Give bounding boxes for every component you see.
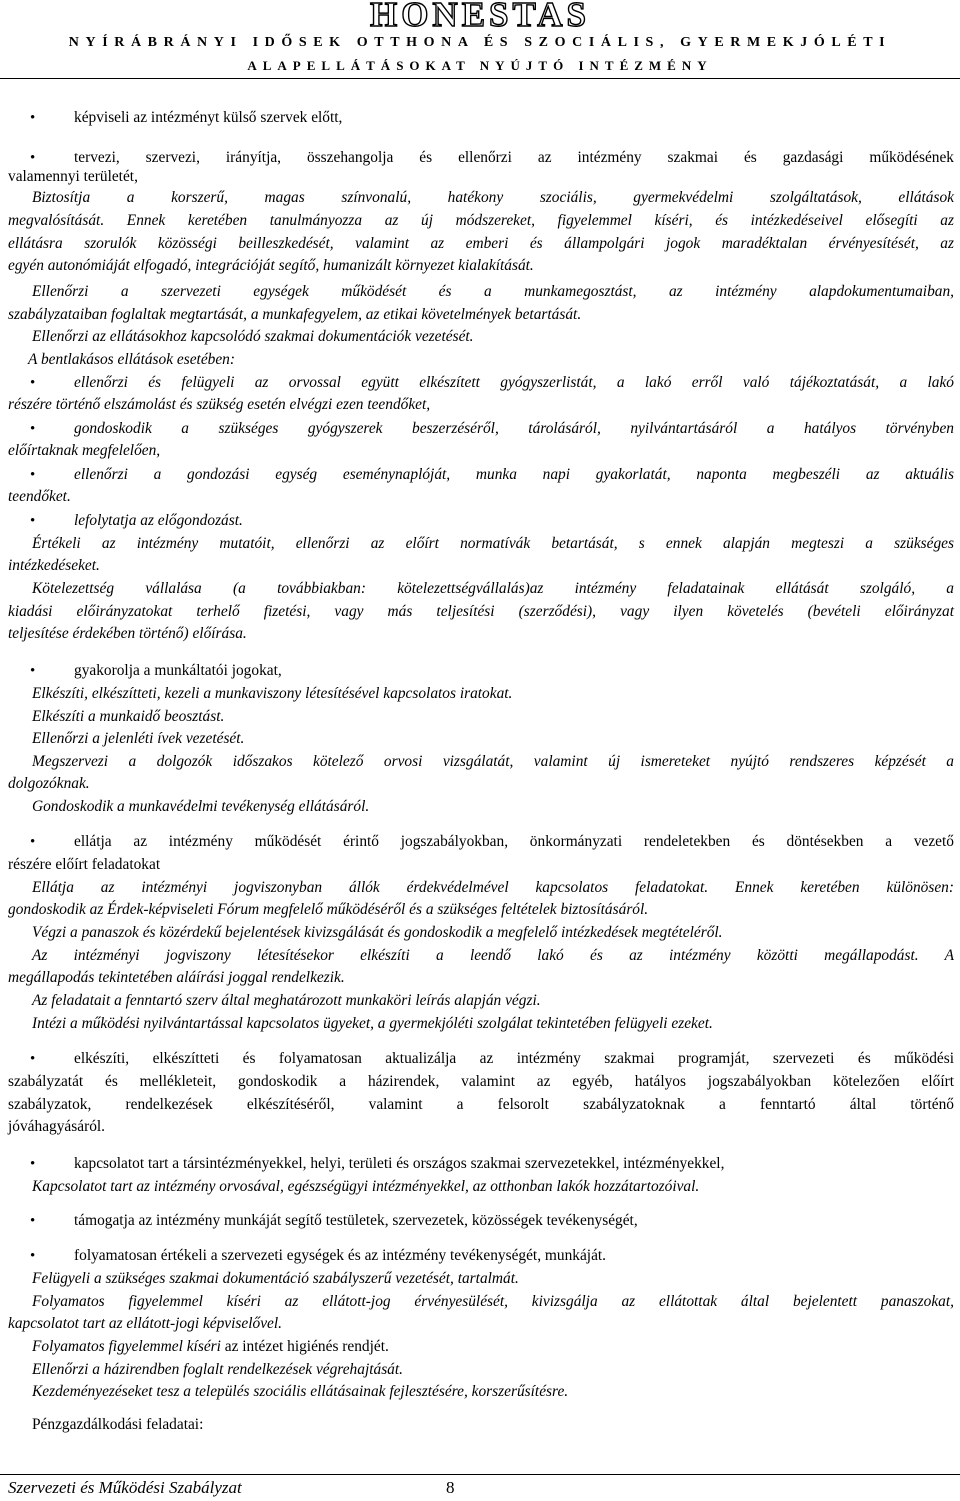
text-line: Folyamatos figyelemmel kíséri az ellátott-jog érvényesülését, kivizsgálja az ellátottak által bejelentett panaszokat, <box>32 1293 954 1310</box>
text-line: képviseli az intézményt külső szervek előtt, <box>74 109 343 126</box>
text-line: kapcsolatot tart az ellátott-jogi képviselővel. <box>8 1315 282 1332</box>
text-line: valamennyi területét, <box>8 168 138 185</box>
text-line: jóváhagyásáról. <box>8 1118 106 1135</box>
text-line: Értékeli az intézmény mutatóit, ellenőrzi az előírt normatívák betartását, s ennek alapján megteszi a szükséges <box>32 535 954 552</box>
text-line: teendőket. <box>8 488 71 505</box>
text-line: támogatja az intézmény munkáját segítő testületek, szervezetek, közösségek tevékenységét, <box>74 1212 638 1229</box>
text-line: ellátja az intézmény működését érintő jogszabályokban, önkormányzati rendeletekben és döntésekben a vezető <box>74 833 954 850</box>
text-line: ellenőrzi a gondozási egység eseménynaplóját, munka napi gyakorlatát, naponta megbeszéli az aktuális <box>74 466 954 483</box>
text-line: Ellátja az intézményi jogviszonyban állók érdekvédelmével kapcsolatos feladatokat. Ennek keretében különösen: <box>32 879 954 896</box>
bullet-icon: • <box>30 110 36 126</box>
bullet-icon: • <box>30 421 36 437</box>
text-line: Az intézményi jogviszony létesítésekor elkészíti a leendő lakó és az intézmény közötti megállapodást. A <box>32 947 954 964</box>
page-header <box>0 0 960 80</box>
text-line: kiadási előirányzatokat terhelő fizetési, vagy más teljesítési (szerződési), vagy ilyen követelés (bevételi előirányzat <box>8 603 954 620</box>
text-line: tervezi, szervezi, irányítja, összehangolja és ellenőrzi az intézmény szakmai és gazdasági működésének <box>74 149 954 166</box>
bullet-icon: • <box>30 513 36 529</box>
text-line: A bentlakásos ellátások esetében: <box>28 351 236 368</box>
text-line: gondoskodik a szükséges gyógyszerek beszerzéséről, tárolásáról, nyilvántartásáról a hatályos törvényben <box>74 420 954 437</box>
header-subtitle-2: ALAPELLÁTÁSOKAT NYÚJTÓ INTÉZMÉNY <box>247 58 713 73</box>
text-line: Ellenőrzi az ellátásokhoz kapcsolódó szakmai dokumentációk vezetését. <box>32 328 474 345</box>
text-line: Megszervezi a dolgozók időszakos kötelező orvosi vizsgálatát, valamint új ismereteket nyújtó rendszeres képzését a <box>32 753 954 770</box>
header-subtitle-1: NYÍRÁBRÁNYI IDŐSEK OTTHONA ÉS SZOCIÁLIS, GYERMEKJÓLÉTI <box>68 35 892 50</box>
text-line: részére történő elszámolást és szükség esetén elvégzi ezen teendőket, <box>8 396 431 413</box>
text-line: Intézi a működési nyilvántartással kapcsolatos ügyeket, a gyermekjóléti szolgálat tekintetében felügyeli ezeket. <box>32 1015 713 1032</box>
text-line: gyakorolja a munkáltatói jogokat, <box>74 662 282 679</box>
text-line: szabályzatát és mellékleteit, gondoskodik a házirendek, valamint az egyéb, hatályos jogszabályokban kötelezően előírt <box>8 1073 954 1090</box>
text-line: Ellenőrzi a szervezeti egységek működését és a munkamegosztást, az intézmény alapdokumentumaiban, <box>32 283 954 300</box>
page-number: 8 <box>446 1478 455 1497</box>
text-line: kapcsolatot tart a társintézményekkel, helyi, területi és országos szakmai szervezetekkel, intézményekkel, <box>74 1155 725 1172</box>
honestas-logo: HONESTAS <box>369 0 591 34</box>
text-line: Gondoskodik a munkavédelmi tevékenység ellátásáról. <box>32 798 370 815</box>
text-line: szabályzatok, rendelkezések elkészítéséről, valamint a felsorolt szabályzatoknak a fenntartó által történő <box>8 1096 954 1113</box>
section-heading: Pénzgazdálkodási feladatai: <box>32 1416 204 1433</box>
text-line: előírtaknak megfelelően, <box>8 442 161 459</box>
text-line: Elkészíti, elkészítteti, kezeli a munkaviszony létesítésével kapcsolatos iratokat. <box>32 685 513 702</box>
text-line: Ellenőrzi a házirendben foglalt rendelkezések végrehajtását. <box>32 1361 404 1378</box>
text-line: ellenőrzi és felügyeli az orvossal együtt elkészített gyógyszerlistát, a lakó erről való tájékoztatását, a lakó <box>74 374 954 391</box>
text-line: részére előírt feladatokat <box>8 856 161 873</box>
text-line: Elkészíti a munkaidő beosztást. <box>32 708 225 725</box>
text-line: folyamatosan értékeli a szervezeti egységek és az intézmény tevékenységét, munkáját. <box>74 1247 607 1264</box>
text-line: Végzi a panaszok és közérdekű bejelentések kivizsgálását és gondoskodik a megfelelő intézkedések megtételéről. <box>32 924 723 941</box>
header-rule <box>0 78 960 79</box>
footer-rule <box>0 1474 960 1475</box>
text-line: intézkedéseket. <box>8 557 100 574</box>
bullet-icon: • <box>30 467 36 483</box>
bullet-icon: • <box>30 834 36 850</box>
text-fragment: az intézet higiénés rendjét. <box>220 1338 389 1355</box>
text-line: Felügyeli a szükséges szakmai dokumentáció szabályszerű vezetését, tartalmát. <box>32 1270 519 1287</box>
footer-document-title: Szervezeti és Működési Szabályzat <box>8 1478 242 1497</box>
bullet-icon: • <box>30 1248 36 1264</box>
text-line: megvalósítását. Ennek keretében tanulmányozza az új módszereket, figyelemmel kíséri, és intézkedéseivel elősegíti az <box>8 212 954 229</box>
text-line: egyén autonómiáját elfogadó, integrációját segítő, humanizált környezet kialakítását. <box>8 257 534 274</box>
text-line: dolgozóknak. <box>8 775 90 792</box>
text-line: Kezdeményezéseket tesz a település szociális ellátásainak fejlesztésére, korszerűsítésre. <box>32 1383 569 1400</box>
text-line: ellátásra szorulók közösségi beilleszkedését, valamint az emberi és állampolgári jogok maradéktalan érvényesítését, az <box>8 235 954 252</box>
bullet-icon: • <box>30 1156 36 1172</box>
bullet-icon: • <box>30 663 36 679</box>
text-line: Ellenőrzi a jelenléti ívek vezetését. <box>32 730 245 747</box>
text-line: Kötelezettség vállalása (a továbbiakban: kötelezettségvállalás)az intézmény feladatainak ellátását szolgáló, a <box>32 580 954 597</box>
text-line: elkészíti, elkészítteti és folyamatosan aktualizálja az intézmény szakmai programját, szervezeti és működési <box>74 1050 954 1067</box>
page-footer <box>0 1474 960 1501</box>
text-line: Biztosítja a korszerű, magas színvonalú, hatékony szociális, gyermekvédelmi szolgáltatások, ellátások <box>32 189 954 206</box>
text-line: gondoskodik az Érdek-képviseleti Fórum megfelelő működéséről és a szükséges feltételek biztosításáról. <box>8 901 649 918</box>
text-line: Kapcsolatot tart az intézmény orvosával, egészségügyi intézményekkel, az otthonban lakók hozzátartozóival. <box>32 1178 700 1195</box>
bullet-icon: • <box>30 1213 36 1229</box>
text-line: lefolytatja az előgondozást. <box>74 512 243 529</box>
bullet-icon: • <box>30 1051 36 1067</box>
text-line: teljesítése érdekében történő) előírása. <box>8 625 247 642</box>
text-line <box>32 1338 954 1356</box>
bullet-icon: • <box>30 375 36 391</box>
bullet-icon: • <box>30 150 36 166</box>
text-line: megállapodás tekintetében aláírási joggal rendelkezik. <box>8 969 345 986</box>
text-fragment: Folyamatos figyelemmel kíséri <box>32 1338 221 1355</box>
text-line: Az feladatait a fenntartó szerv által meghatározott munkaköri leírás alapján végzi. <box>32 992 541 1009</box>
text-line: szabályzataiban foglaltak megtartását, a munkafegyelem, az etikai követelmények betartását. <box>8 306 582 323</box>
